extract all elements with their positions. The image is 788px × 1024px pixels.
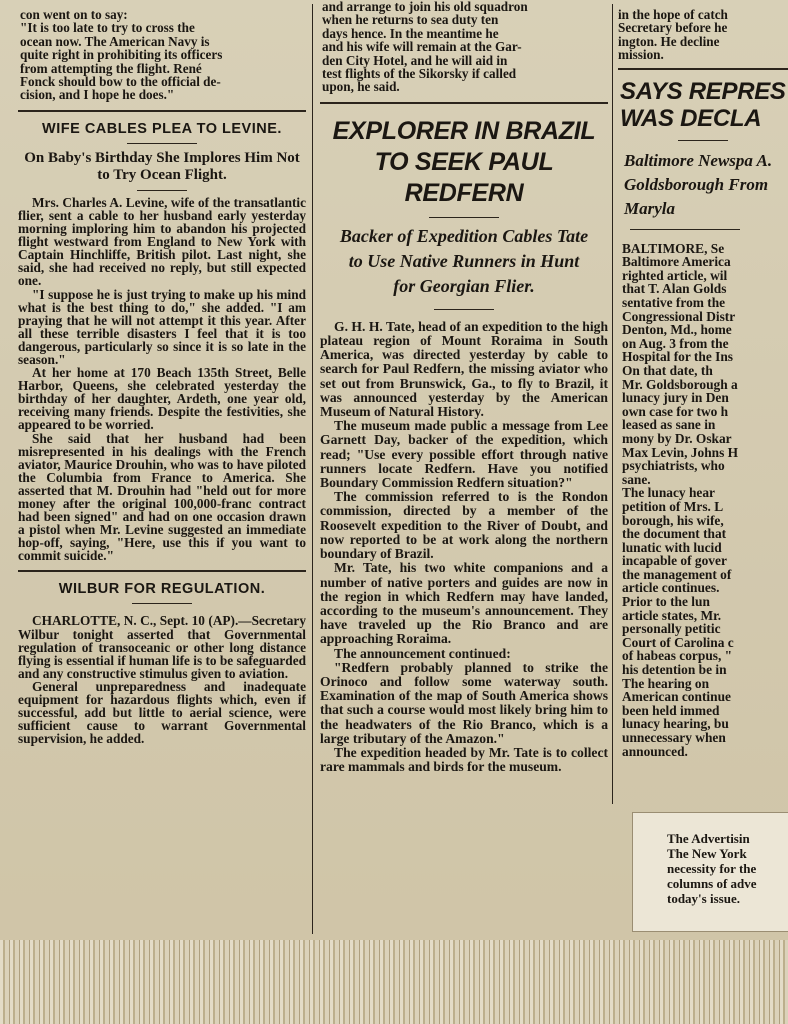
text-line: Max Levin, Johns H [622, 444, 739, 460]
text-line: necessity for the [667, 861, 757, 876]
text-line: Court of Carolina c [622, 634, 734, 650]
text-line: announced. [622, 743, 688, 759]
text-line: lunatic with lucid [622, 539, 722, 555]
text-line: of habeas corpus, " [622, 648, 733, 664]
right-continuation [618, 8, 788, 62]
text-line: been held immed [622, 702, 720, 718]
text-line: Mr. Goldsborough a [622, 376, 738, 392]
article-wilbur [18, 614, 306, 745]
text-line: columns of adve [667, 876, 757, 891]
text-line: article states, Mr. [622, 607, 722, 623]
divider [618, 68, 788, 70]
article-goldsborough [618, 242, 788, 759]
text-line: the management of [622, 566, 732, 582]
text-line: article continues. [622, 580, 720, 596]
text-line: quite right in prohibiting its officers [20, 47, 223, 63]
text-line: and arrange to join his old squadron [322, 0, 528, 14]
text-line: Baltimore America [622, 254, 731, 270]
text-line: cision, and I hope he does." [20, 87, 175, 103]
text-line: Fonck should bow to the official de- [20, 74, 221, 90]
article-levine [18, 196, 306, 563]
text-line: personally petitic [622, 621, 721, 637]
article-tate [320, 320, 608, 775]
text-line: his detention be in [622, 662, 727, 678]
text-line: The hearing on [622, 675, 710, 691]
subhead-birthday: On Baby's Birthday She Implores Him Not to Try Ocean Flight. [24, 149, 300, 183]
text-line: from attempting the flight. René [20, 60, 202, 76]
paragraph: Mr. Tate, his two white companions and a number of native porters and guides are now in the region in which Redfern may have landed, according to the museum's announcement. They have traveled up the Rio Branco and are approaching Roraima. [320, 560, 608, 647]
text-line: ocean now. The American Navy is [20, 33, 210, 49]
text-line: Congressional Distr [622, 308, 736, 324]
text-line: mission. [618, 47, 664, 63]
column-rule-right [612, 4, 613, 804]
paragraph: General unpreparedness and inadequate equipment for hazardous flights which, even if successful, add but little to aerial science, were sufficient cause to warrant Governmental supervision, he added. [18, 678, 306, 747]
short-rule [434, 309, 494, 310]
text-line: days hence. In the meantime he [322, 25, 499, 41]
text-line: The Advertisin [667, 831, 750, 846]
headline-says-repres: SAYS REPRES WAS DECLA [620, 77, 786, 132]
paragraph: Mrs. Charles A. Levine, wife of the transatlantic flier, sent a cable to her husband early yesterday morning imploring him to abandon his projected flight westward from England to New York with Captain Hinchliffe, British pilot. Last night, she said, she had received no reply, but still expected one. [18, 194, 306, 289]
divider [18, 110, 306, 112]
text-line: incapable of gover [622, 553, 727, 569]
left-column [18, 8, 306, 938]
paragraph: G. H. H. Tate, head of an expedition to the high plateau region of Mount Roraima in South America, was directed yesterday by cable to search for Paul Redfern, the missing aviator who set out from Brunswick, Ga., to fly to Brazil, it was announced yesterday by the American Museum of Natural History. [320, 318, 608, 420]
divider [320, 102, 608, 104]
left-continuation [18, 8, 306, 102]
text-line: when he returns to sea duty ten [322, 12, 499, 28]
column-rule-left [312, 4, 313, 934]
text-line: test flights of the Sikorsky if called [322, 66, 517, 82]
headline-wife-cables: WIFE CABLES PLEA TO LEVINE. [42, 120, 282, 137]
paragraph: The announcement continued: [334, 645, 511, 661]
text-line: that T. Alan Golds [622, 281, 727, 297]
text-line: righted article, wil [622, 267, 728, 283]
short-rule [678, 140, 728, 141]
paragraph: At her home at 170 Beach 135th Street, Belle Harbor, Queens, she celebrated yesterday the birthday of her daughter, Ardeth, one year old, receiving many friends. Despite the festivities, she appeared to be worried. [18, 365, 306, 433]
middle-continuation [320, 0, 608, 94]
text-line: leased as sane in [622, 417, 716, 433]
text-line: Prior to the lun [622, 594, 710, 610]
text-line: lunacy hearing, bu [622, 716, 729, 732]
paragraph: The expedition headed by Mr. Tate is to collect rare mammals and birds for the museum. [320, 744, 608, 775]
text-line: On that date, th [622, 362, 713, 378]
text-line: in the hope of catch [618, 8, 728, 22]
text-line: sentative from the [622, 295, 726, 310]
text-line: psychiatrists, who [622, 458, 725, 474]
advertising-notice-text [633, 813, 788, 906]
text-line: and his wife will remain at the Gar- [322, 39, 522, 55]
paragraph: The commission referred to is the Rondon commission, directed by a member of the Roosevelt expedition to the River of Doubt, and now reported to be at work along the northern boundary of Brazil. [320, 489, 608, 562]
short-rule [127, 143, 197, 144]
middle-column [320, 0, 608, 935]
text-line: petition of Mrs. L [622, 498, 724, 514]
text-line: "It is too late to try to cross the [20, 20, 195, 36]
paragraph: "Redfern probably planned to strike the Orinoco and follow some waterway south. Examination of the map of South America shows that such a course would most likely bring him to the headwaters of the Rio Branco, which is a large tributary of the Amazon." [320, 659, 608, 746]
text-line: Secretary before he [618, 20, 728, 36]
text-line: on Aug. 3 from the [622, 335, 729, 351]
deck-backer: Backer of Expedition Cables Tate to Use Native Runners in Hunt for Georgian Flier. [339, 225, 589, 296]
text-line: con went on to say: [20, 8, 128, 22]
paragraph: The museum made public a message from Lee Garnett Day, backer of the expedition, which read; "Use every possible effort through native runners locate Redfern. Have you notified Boundary Commission Redfern situation?" [320, 418, 608, 491]
advertising-notice-box [632, 812, 788, 932]
text-line: Denton, Md., home [622, 322, 732, 338]
deck-baltimore: Baltimore Newspa A. Goldsborough From Maryla [624, 150, 773, 218]
headline-explorer: EXPLORER IN BRAZIL TO SEEK PAUL REDFERN [332, 116, 596, 207]
headline-wilbur: WILBUR FOR REGULATION. [58, 581, 266, 598]
paragraph: CHARLOTTE, N. C., Sept. 10 (AP).—Secretary Wilbur tonight asserted that Governmental regulation of transoceanic or other long distance flying is essential if human life is to be safeguarded and any constructive stimulus given to aviation. [18, 613, 306, 681]
text-line: mony by Dr. Oskar [622, 430, 732, 446]
text-line: lunacy jury in Den [622, 390, 729, 406]
paragraph: "I suppose he is just trying to make up his mind what is the best thing to do," she added. "I am praying that he will not attempt it this year. After all these terrible disasters I feel that it is too dangerous, particularly so since it is so late in the season." [18, 286, 306, 367]
text-line: den City Hotel, and he will aid in [322, 52, 508, 68]
short-rule [630, 229, 740, 230]
text-line: Hospital for the Ins [622, 349, 733, 365]
text-line: the document that [622, 526, 727, 542]
text-line: today's issue. [667, 891, 740, 906]
short-rule [137, 190, 187, 191]
text-line: borough, his wife, [622, 512, 724, 528]
text-line: American continue [622, 689, 731, 705]
text-line: upon, he said. [322, 79, 400, 95]
paragraph: She said that her husband had been misrepresented in his dealings with the French aviator, Maurice Drouhin, who was to have piloted the Columbia from France to America. She asserted that M. Drouhin had "held out for more money after the original 100,000-franc contract had been signed" and had on one occasion drawn a pistol when Mr. Levine suggested an immediate hop-off, saying, "Here, use this if you want to commit suicide." [18, 430, 306, 564]
torn-edge [0, 940, 788, 1024]
right-column [618, 8, 788, 808]
short-rule [132, 603, 192, 604]
text-line: ington. He decline [618, 33, 720, 49]
text-line: BALTIMORE, Se [622, 240, 725, 256]
text-line: sane. [622, 471, 651, 487]
text-line: own case for two h [622, 403, 729, 419]
text-line: The New York [667, 846, 747, 861]
text-line: unnecessary when [622, 730, 726, 745]
divider [18, 570, 306, 572]
text-line: The lunacy hear [622, 485, 715, 501]
short-rule [429, 217, 499, 218]
